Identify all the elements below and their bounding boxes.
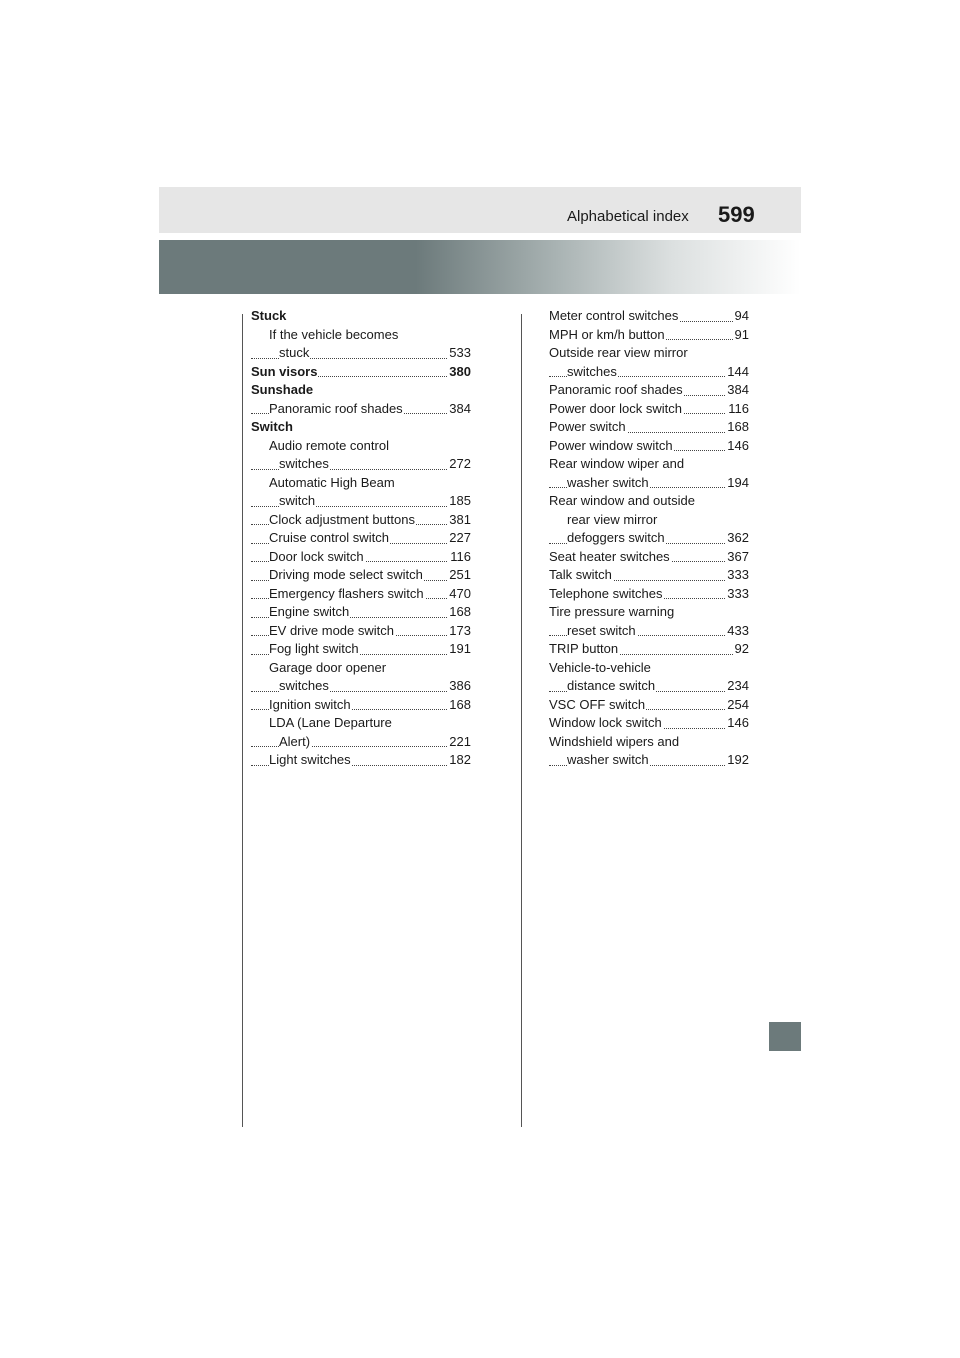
index-entry: [251, 696, 471, 715]
index-entry-text: switches: [279, 456, 329, 471]
index-entry-page: 146: [725, 714, 749, 733]
index-entry-text: reset switch: [567, 622, 636, 638]
index-entry-page: 221: [447, 733, 471, 752]
index-entry-text: Engine switch: [269, 604, 350, 619]
index-entry: [549, 566, 749, 585]
index-entry-text: Automatic High Beam: [269, 474, 395, 490]
index-entry-page: 533: [447, 344, 471, 363]
index-entry-page: 362: [725, 529, 749, 548]
index-entry: [251, 622, 471, 641]
index-entry-text: washer switch: [567, 752, 649, 767]
index-entry-text: Panoramic roof shades: [269, 400, 403, 416]
index-entry-page: 146: [725, 437, 749, 456]
index-entry: [549, 381, 749, 400]
index-entry-page: 380: [447, 363, 471, 382]
index-entry: [251, 585, 471, 604]
index-entry-page: 384: [725, 381, 749, 400]
index-entry-page: 386: [447, 677, 471, 696]
decorative-band: [159, 240, 801, 294]
index-entry: [549, 696, 749, 715]
index-entry-text: washer switch: [567, 474, 649, 490]
index-entry-page: 92: [733, 640, 749, 659]
index-entry: [251, 751, 471, 770]
index-entry: [549, 344, 749, 363]
index-entry-page: 381: [447, 511, 471, 530]
index-entry-page: 94: [733, 307, 749, 326]
index-entry-text: Garage door opener: [269, 659, 387, 675]
index-entry-text: Tire pressure warning: [549, 604, 675, 619]
index-entry: [549, 307, 749, 326]
index-entry-page: 168: [447, 696, 471, 715]
index-entry-page: 168: [447, 603, 471, 622]
index-entry-page: 234: [725, 677, 749, 696]
index-entry: [251, 344, 471, 363]
index-entry-text: Cruise control switch: [269, 530, 389, 545]
index-entry-text: Door lock switch: [269, 548, 364, 564]
index-entry: [251, 529, 471, 548]
index-entry: [549, 659, 749, 678]
chapter-tab-marker: [769, 1022, 801, 1051]
index-entry: [251, 363, 471, 382]
index-entry: [251, 455, 471, 474]
index-entry-text: Outside rear view mirror: [549, 345, 688, 360]
index-entry: [549, 511, 749, 530]
index-entry-text: switches: [567, 363, 617, 379]
index-entry-text: Emergency flashers switch: [269, 585, 424, 601]
index-entry-text: LDA (Lane Departure: [269, 715, 392, 730]
index-entry-page: 254: [725, 696, 749, 715]
index-entry-page: 194: [725, 474, 749, 493]
index-entry: [251, 566, 471, 585]
index-entry: [549, 492, 749, 511]
index-entry-text: Rear window and outside: [549, 493, 695, 508]
index-entry: [549, 455, 749, 474]
index-entry-text: Sunshade: [251, 382, 314, 397]
index-entry: [549, 714, 749, 733]
index-entry-page: 182: [447, 751, 471, 770]
index-entry-text: Driving mode select switch: [269, 567, 423, 582]
index-entry-page: 433: [725, 622, 749, 641]
index-entry-text: Meter control switches: [549, 308, 679, 323]
index-entry: [549, 640, 749, 659]
index-entry: [549, 603, 749, 622]
index-entry-text: Fog light switch: [269, 641, 359, 656]
index-entry: [251, 659, 471, 678]
index-entry: [251, 677, 471, 696]
index-entry: [251, 326, 471, 345]
page-number: 599: [718, 202, 755, 227]
index-entry-page: 367: [725, 548, 749, 567]
index-entry-page: 116: [448, 548, 471, 567]
index-entry-page: 333: [725, 585, 749, 604]
index-entry-text: If the vehicle becomes: [269, 326, 399, 342]
index-entry-text: Stuck: [251, 308, 287, 323]
index-entry: [549, 733, 749, 752]
index-entry-text: Windshield wipers and: [549, 733, 680, 749]
index-entry-page: 91: [733, 326, 749, 345]
index-entry: [549, 418, 749, 437]
index-entry-text: Switch: [251, 419, 293, 434]
index-entry-text: Telephone switches: [549, 585, 663, 601]
index-entry-text: Vehicle-to-vehicle: [549, 659, 651, 675]
index-entry: [549, 548, 749, 567]
index-entry-page: 173: [447, 622, 471, 641]
index-entry-text: TRIP button: [549, 641, 619, 656]
index-entry: [549, 751, 749, 770]
index-entry-page: 168: [725, 418, 749, 437]
left-index-column: [251, 307, 471, 770]
left-column-rule: [242, 314, 243, 1127]
index-entry-page: 384: [447, 400, 471, 419]
index-entry-text: switches: [279, 678, 329, 693]
index-entry: [251, 437, 471, 456]
index-entry: [251, 548, 471, 567]
index-entry-page: 333: [725, 566, 749, 585]
index-entry-page: 185: [447, 492, 471, 511]
index-entry-text: Panoramic roof shades: [549, 382, 683, 397]
index-entry: [251, 714, 471, 733]
index-entry: [251, 381, 471, 400]
index-entry-text: Ignition switch: [269, 696, 351, 712]
index-entry-text: Alert): [279, 733, 311, 749]
index-entry-page: 227: [447, 529, 471, 548]
index-entry: [251, 492, 471, 511]
index-entry-text: MPH or km/h button: [549, 326, 665, 342]
index-entry-text: rear view mirror: [567, 511, 658, 527]
index-entry-page: 251: [447, 566, 471, 585]
index-entry: [251, 640, 471, 659]
index-entry: [251, 307, 471, 326]
index-entry-text: Audio remote control: [269, 437, 389, 453]
index-entry-text: Window lock switch: [549, 715, 662, 730]
index-entry: [251, 418, 471, 437]
index-entry-text: VSC OFF switch: [549, 696, 646, 712]
index-entry-text: Light switches: [269, 752, 351, 767]
index-entry-text: Rear window wiper and: [549, 456, 685, 471]
index-entry: [251, 603, 471, 622]
index-entry-text: switch: [279, 493, 316, 508]
index-entry-text: distance switch: [567, 678, 656, 693]
index-entry-page: 272: [447, 455, 471, 474]
index-entry: [549, 622, 749, 641]
index-entry: [251, 511, 471, 530]
index-entry: [549, 474, 749, 493]
index-entry-page: 191: [447, 640, 471, 659]
index-entry-text: Seat heater switches: [549, 548, 670, 564]
index-entry: [549, 529, 749, 548]
index-entry-text: Sun visors: [251, 363, 318, 379]
index-entry-page: 192: [725, 751, 749, 770]
right-index-column: [549, 307, 749, 770]
index-entry-text: Clock adjustment buttons: [269, 511, 415, 527]
index-entry: [549, 437, 749, 456]
header-bar: [159, 187, 801, 233]
index-entry: [251, 474, 471, 493]
index-entry-text: Power window switch: [549, 437, 673, 453]
index-entry-text: Power door lock switch: [549, 400, 682, 416]
index-entry-page: 144: [725, 363, 749, 382]
index-entry-text: defoggers switch: [567, 530, 665, 545]
middle-column-rule: [521, 314, 522, 1127]
index-entry: [251, 733, 471, 752]
index-entry: [549, 585, 749, 604]
index-entry: [549, 326, 749, 345]
index-entry: [549, 677, 749, 696]
index-entry: [251, 400, 471, 419]
index-entry-text: Talk switch: [549, 567, 612, 582]
index-entry-text: stuck: [279, 345, 310, 360]
section-title: Alphabetical index: [567, 208, 689, 225]
index-entry-text: EV drive mode switch: [269, 622, 394, 638]
index-entry: [549, 363, 749, 382]
index-entry-page: 116: [726, 400, 749, 419]
index-entry: [549, 400, 749, 419]
index-entry-text: Power switch: [549, 419, 626, 434]
index-entry-page: 470: [447, 585, 471, 604]
